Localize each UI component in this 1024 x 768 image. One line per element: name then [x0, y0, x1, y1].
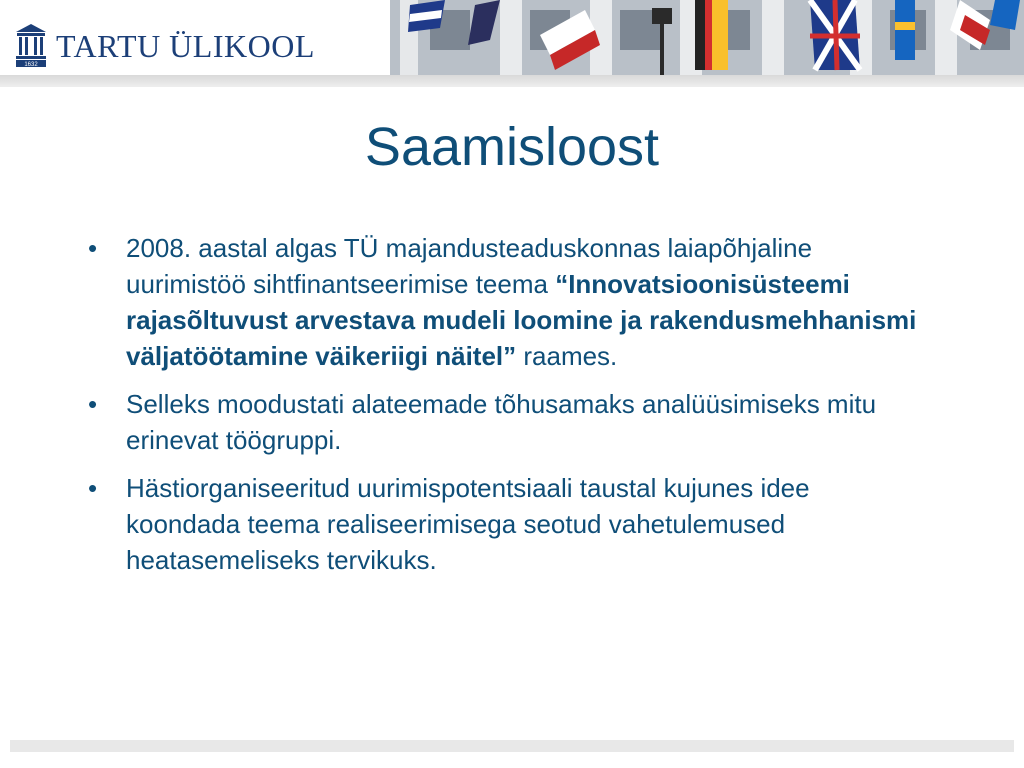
header-photo-building-flags	[390, 0, 1024, 75]
seal-year: 1632	[24, 62, 38, 68]
bullet-text: Selleks moodustati alateemade tõhusamaks analüüsimiseks mitu erinevat töögruppi.	[126, 389, 877, 455]
bullet-item	[88, 230, 918, 374]
building-flags-illustration	[390, 0, 1024, 75]
bullet-glyph: •	[88, 473, 98, 503]
bullet-item	[88, 470, 918, 578]
bullet-item	[88, 386, 918, 458]
university-seal-icon	[14, 22, 48, 68]
bullet-glyph: •	[88, 389, 98, 419]
header-divider	[0, 75, 1024, 87]
bullet-bold-text: “Innovatsioonisüsteemi rajasõltuvust arvestava mudeli loomine ja rakendusmehhanismi väljatöötamine väikeriigi näitel”	[126, 269, 917, 371]
university-logo	[14, 20, 315, 70]
bullet-text: 2008. aastal algas TÜ majandusteaduskonnas laiapõhjaline uurimistöö sihtfinantseerimise teema	[126, 233, 813, 299]
bullet-glyph: •	[88, 233, 98, 263]
bullet-text: Hästiorganiseeritud uurimispotentsiaali taustal kujunes idee koondada teema realiseerimisega seotud vahetulemused heatasemeliseks tervikuks.	[126, 473, 810, 575]
bullet-list	[88, 230, 918, 590]
footer-divider	[10, 740, 1014, 752]
bullet-text-end: raames.	[516, 341, 618, 371]
slide-title: Saamisloost	[364, 117, 660, 177]
university-name: TARTU ÜLIKOOL	[56, 28, 315, 64]
header	[0, 0, 1024, 75]
